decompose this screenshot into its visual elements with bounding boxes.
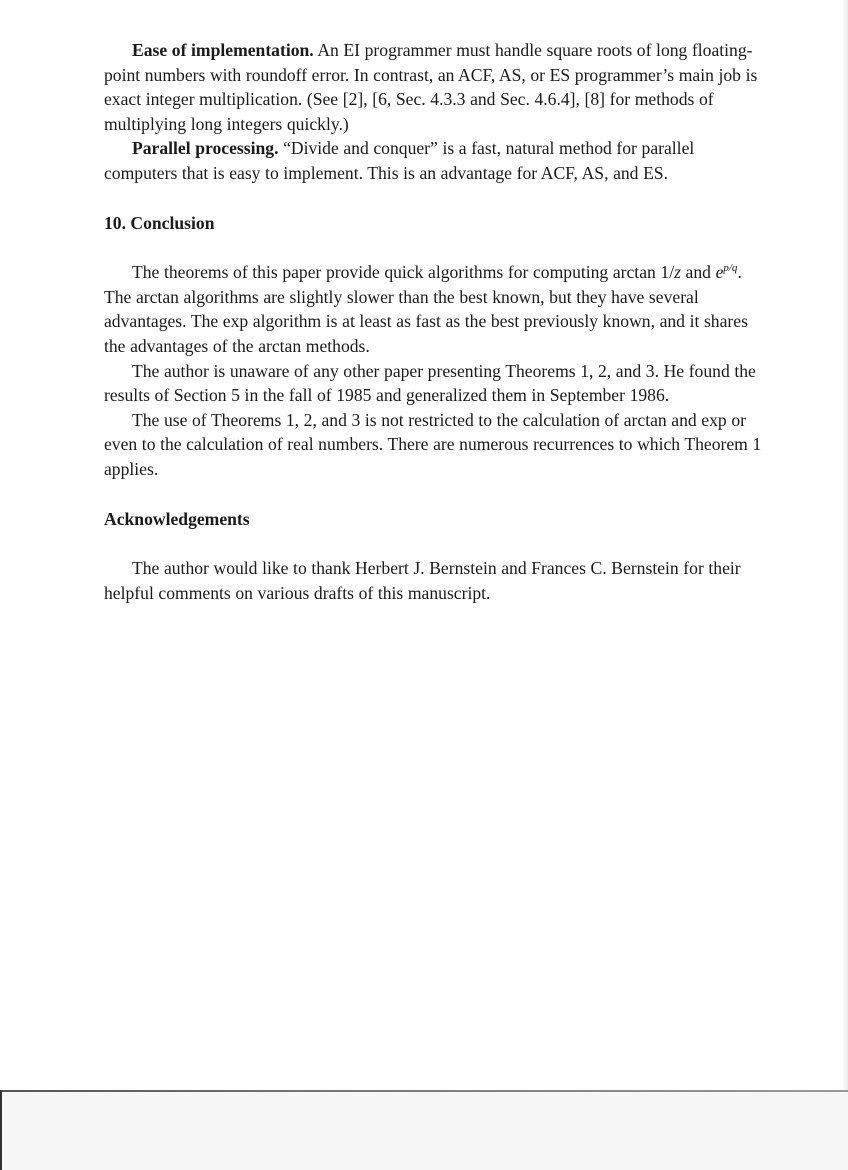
paragraph-conclusion-1 [104,260,764,358]
math-variable-z: z [674,262,681,283]
paragraph-lead-ease-of-implementation: Ease of implementation. [132,40,314,60]
paper-page-body [104,38,764,605]
conclusion-1-part-a: The theorems of this paper provide quick algorithms for computing arctan 1/ [132,262,675,283]
paragraph-acknowledgements: The author would like to thank Herbert J. Bernstein and Frances C. Bernstein for their helpful comments on various drafts of this manuscript. [104,558,741,603]
section-heading-acknowledgements: Acknowledgements [104,508,250,529]
conclusion-1-part-c: . The arctan algorithms are slightly slower than the best known, but they have several advantages. The exp algorithm is at least as fast as the best previously known, and it shares the advantages of the arctan methods. [104,262,748,356]
scan-right-edge-shadow [842,0,848,1090]
math-exponent-p-over-q: p/q [723,262,738,275]
paragraph-ease-of-implementation [104,38,764,136]
paragraph-lead-parallel-processing: Parallel processing. [132,138,279,159]
section-heading-conclusion: 10. Conclusion [104,212,215,233]
scan-page-left-edge [0,1090,2,1170]
paragraph-text-ease-of-implementation: An EI programmer must handle square roots of long floating-point numbers with roundoff error. In contrast, an ACF, AS, or ES programmer’s main job is exact integer multiplication. (See [2], [6, Sec. 4.3.3 and Sec. 4.6.4], [8] for methods of multiplying long integers quickly.) [104,40,758,134]
math-variable-e: e [715,262,724,283]
scan-underlying-surface [0,1092,848,1170]
paragraph-text-parallel-processing: “Divide and conquer” is a fast, natural method for parallel computers that is easy to implement. This is an advantage for ACF, AS, and ES. [104,138,695,183]
paragraph-conclusion-2: The author is unaware of any other paper presenting Theorems 1, 2, and 3. He found the results of Section 5 in the fall of 1985 and generalized them in September 1986. [104,360,756,406]
conclusion-1-part-b: and [680,262,716,283]
paragraph-conclusion-3: The use of Theorems 1, 2, and 3 is not restricted to the calculation of arctan and exp or even to the calculation of real numbers. There are numerous recurrences to which Theorem 1 applies. [104,409,762,479]
scan-page-bottom-edge [0,1090,848,1092]
paragraph-parallel-processing [104,136,764,185]
